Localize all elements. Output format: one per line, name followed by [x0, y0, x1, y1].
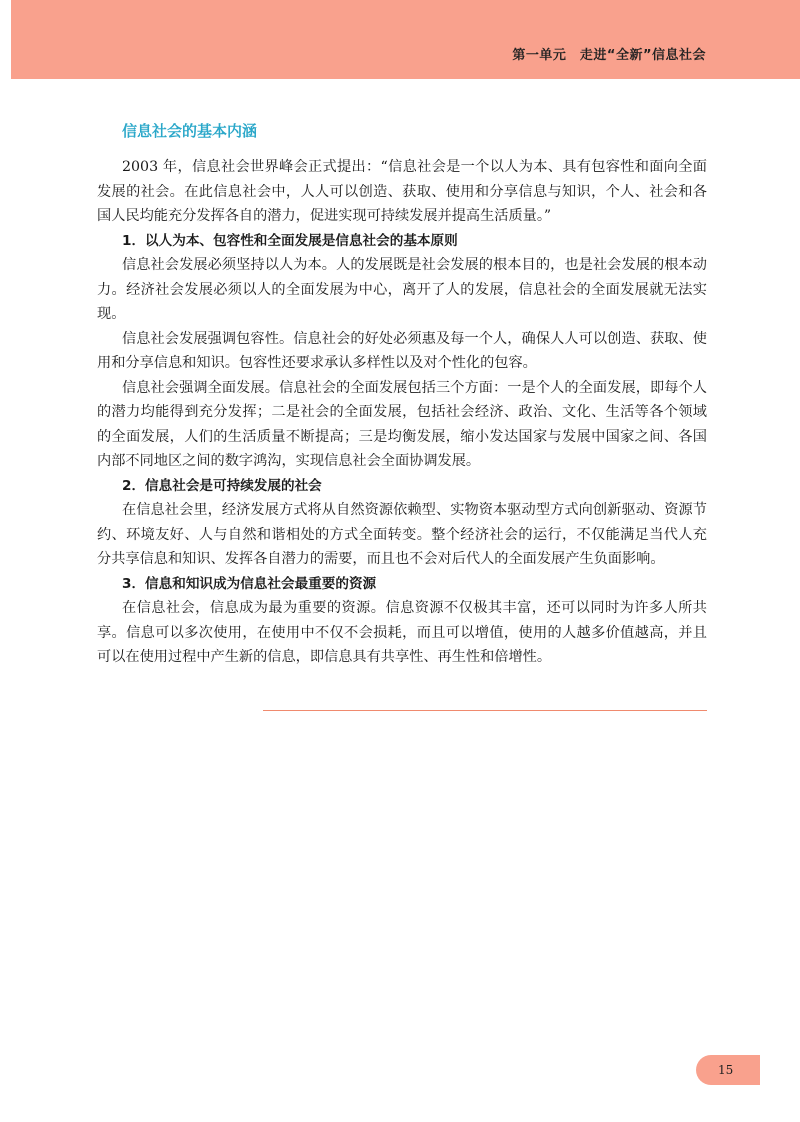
point-2-paragraph-1: 在信息社会里，经济发展方式将从自然资源依赖型、实物资本驱动型方式向创新驱动、资源节约、环境友好、人与自然和谐相处的方式全面转变。整个经济社会的运行，不仅能满足当代人充分共享信息和知识、发挥各自潜力的需要，而且也不会对后代人的全面发展产生负面影响。 [97, 502, 707, 567]
header-band [11, 0, 800, 79]
point-1-paragraph-3: 信息社会强调全面发展。信息社会的全面发展包括三个方面：一是个人的全面发展，即每个人的潜力均能得到充分发挥；二是社会的全面发展，包括社会经济、政治、文化、生活等各个领域的全面发展，人们的生活质量不断提高；三是均衡发展，缩小发达国家与发展中国家之间、各国内部不同地区之间的数字鸿沟，实现信息社会全面协调发展。 [97, 379, 707, 469]
point-1-heading: 1．以人为本、包容性和全面发展是信息社会的基本原则 [122, 232, 458, 249]
point-3-paragraph-1: 在信息社会，信息成为最为重要的资源。信息资源不仅极其丰富，还可以同时为许多人所共享。信息可以多次使用，在使用中不仅不会损耗，而且可以增值，使用的人越多价值越高，并且可以在使用过程中产生新的信息，即信息具有共享性、再生性和倍增性。 [97, 600, 707, 665]
unit-title: 第一单元 走进“全新”信息社会 [512, 48, 706, 63]
section-title: 信息社会的基本内涵 [122, 122, 258, 140]
page-number: 15 [718, 1063, 734, 1077]
point-2-heading: 2．信息社会是可持续发展的社会 [122, 477, 322, 494]
page-content [97, 119, 707, 670]
point-3-heading: 3．信息和知识成为信息社会最重要的资源 [122, 575, 377, 592]
point-1-paragraph-2: 信息社会发展强调包容性。信息社会的好处必须惠及每一个人，确保人人可以创造、获取、使用和分享信息和知识。包容性还要求承认多样性以及对个性化的包容。 [97, 330, 707, 371]
intro-paragraph: 2003 年，信息社会世界峰会正式提出：“信息社会是一个以人为本、具有包容性和面向全面发展的社会。在此信息社会中，人人可以创造、获取、使用和分享信息与知识，个人、社会和各国人民均能充分发挥各自的潜力，促进实现可持续发展并提高生活质量。” [97, 159, 707, 224]
section-end-divider [263, 710, 707, 711]
point-1-paragraph-1: 信息社会发展必须坚持以人为本。人的发展既是社会发展的根本目的，也是社会发展的根本动力。经济社会发展必须以人的全面发展为中心，离开了人的发展，信息社会的全面发展就无法实现。 [97, 257, 707, 322]
